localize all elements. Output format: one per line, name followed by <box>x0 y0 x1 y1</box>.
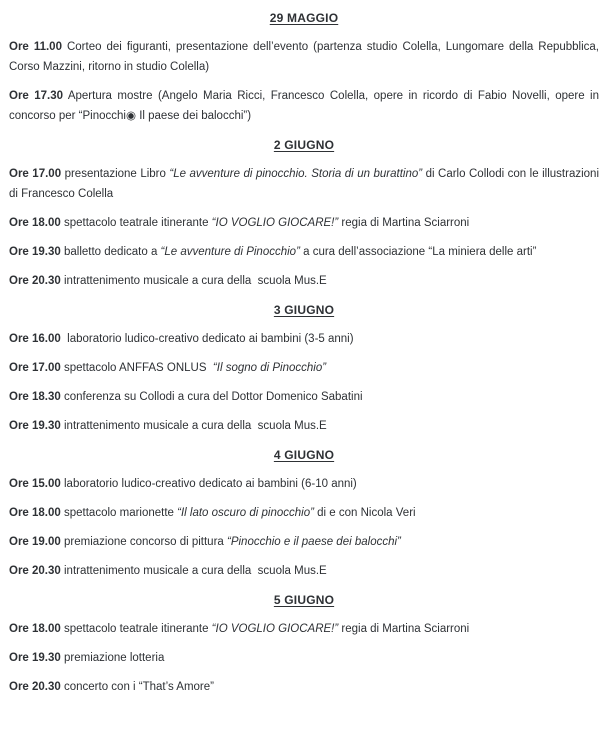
event-time: Ore 17.00 <box>9 362 61 374</box>
day-header-text: 4 GIUGNO <box>273 448 335 462</box>
event-time: Ore 18.00 <box>9 217 61 229</box>
event-title-text: “IO VOGLIO GIOCARE!” <box>211 217 339 229</box>
event-time: Ore 20.30 <box>9 565 61 577</box>
day-section <box>9 8 599 126</box>
event-text: intrattenimento musicale a cura della scuola Mus.E <box>60 565 327 577</box>
event-text: spettacolo marionette <box>60 507 178 519</box>
event-text: premiazione lotteria <box>60 652 165 664</box>
event-time: Ore 11.00 <box>9 41 62 53</box>
event-text: spettacolo ANFFAS ONLUS <box>60 362 213 374</box>
event-item <box>9 358 599 378</box>
event-time: Ore 16.00 <box>9 333 61 345</box>
event-title-text: “Le avventure di Pinocchio” <box>160 246 300 258</box>
event-time: Ore 17.30 <box>9 90 64 102</box>
event-text: intrattenimento musicale a cura della scuola Mus.E <box>60 275 327 287</box>
event-title-text: “Le avventure di pinocchio. Storia di un burattino” <box>169 168 423 180</box>
event-text: a cura dell’associazione “La miniera delle arti” <box>299 246 537 258</box>
event-text: di Carlo Collodi con le illustrazioni di Francesco Colella <box>9 168 599 200</box>
event-time: Ore 19.30 <box>9 652 61 664</box>
event-time: Ore 20.30 <box>9 275 61 287</box>
event-item <box>9 648 599 668</box>
day-section <box>9 300 599 436</box>
event-text: intrattenimento musicale a cura della scuola Mus.E <box>60 420 327 432</box>
event-time: Ore 19.30 <box>9 420 61 432</box>
day-section <box>9 590 599 697</box>
event-item <box>9 532 599 552</box>
day-header-text: 3 GIUGNO <box>273 303 335 317</box>
event-text: spettacolo teatrale itinerante <box>60 623 212 635</box>
event-time: Ore 19.30 <box>9 246 61 258</box>
event-item <box>9 242 599 262</box>
day-header <box>9 8 599 28</box>
event-time: Ore 18.00 <box>9 623 61 635</box>
event-text: premiazione concorso di pittura <box>60 536 227 548</box>
event-text: laboratorio ludico-creativo dedicato ai bambini (3-5 anni) <box>60 333 354 345</box>
event-text: Corteo dei figuranti, presentazione dell’evento (partenza studio Colella, Lungomare della Repubblica, Corso Mazzini, ritorno in studio Colella) <box>9 41 600 73</box>
event-item <box>9 474 599 494</box>
event-time: Ore 15.00 <box>9 478 61 490</box>
event-text: conferenza su Collodi a cura del Dottor Domenico Sabatini <box>60 391 363 403</box>
event-title-text: “IO VOGLIO GIOCARE!” <box>211 623 339 635</box>
day-header-text: 5 GIUGNO <box>273 593 335 607</box>
event-item <box>9 86 599 126</box>
day-section <box>9 445 599 581</box>
event-item <box>9 561 599 581</box>
day-header <box>9 445 599 465</box>
day-header-text: 2 GIUGNO <box>273 138 335 152</box>
event-item <box>9 677 599 697</box>
day-section <box>9 135 599 291</box>
event-title-text: “Il lato oscuro di pinocchio” <box>177 507 314 519</box>
event-text: Apertura mostre (Angelo Maria Ricci, Francesco Colella, opere in ricordo di Fabio Novelli, opere in concorso per “Pinocchi◉ Il paese dei balocchi”) <box>9 90 599 122</box>
event-item <box>9 619 599 639</box>
event-time: Ore 18.00 <box>9 507 61 519</box>
day-header <box>9 590 599 610</box>
event-item <box>9 387 599 407</box>
event-time: Ore 18.30 <box>9 391 61 403</box>
event-item <box>9 416 599 436</box>
day-header-text: 29 MAGGIO <box>269 11 339 25</box>
event-text: concerto con i “That’s Amore” <box>60 681 214 693</box>
event-time: Ore 17.00 <box>9 168 62 180</box>
event-item <box>9 271 599 291</box>
event-text: laboratorio ludico-creativo dedicato ai bambini (6-10 anni) <box>60 478 357 490</box>
event-text: balletto dedicato a <box>60 246 161 258</box>
event-time: Ore 19.00 <box>9 536 61 548</box>
event-item <box>9 329 599 349</box>
event-time: Ore 20.30 <box>9 681 61 693</box>
event-text: spettacolo teatrale itinerante <box>60 217 212 229</box>
day-header <box>9 300 599 320</box>
event-item <box>9 164 599 204</box>
event-text: presentazione Libro <box>61 168 170 180</box>
event-text: di e con Nicola Veri <box>313 507 416 519</box>
event-text: regia di Martina Sciarroni <box>338 217 470 229</box>
event-item <box>9 213 599 233</box>
event-text: regia di Martina Sciarroni <box>338 623 470 635</box>
event-item <box>9 37 599 77</box>
event-title-text: “Pinocchio e il paese dei balocchi” <box>227 536 401 548</box>
day-header <box>9 135 599 155</box>
event-title-text: “Il sogno di Pinocchio” <box>212 362 327 374</box>
event-item <box>9 503 599 523</box>
